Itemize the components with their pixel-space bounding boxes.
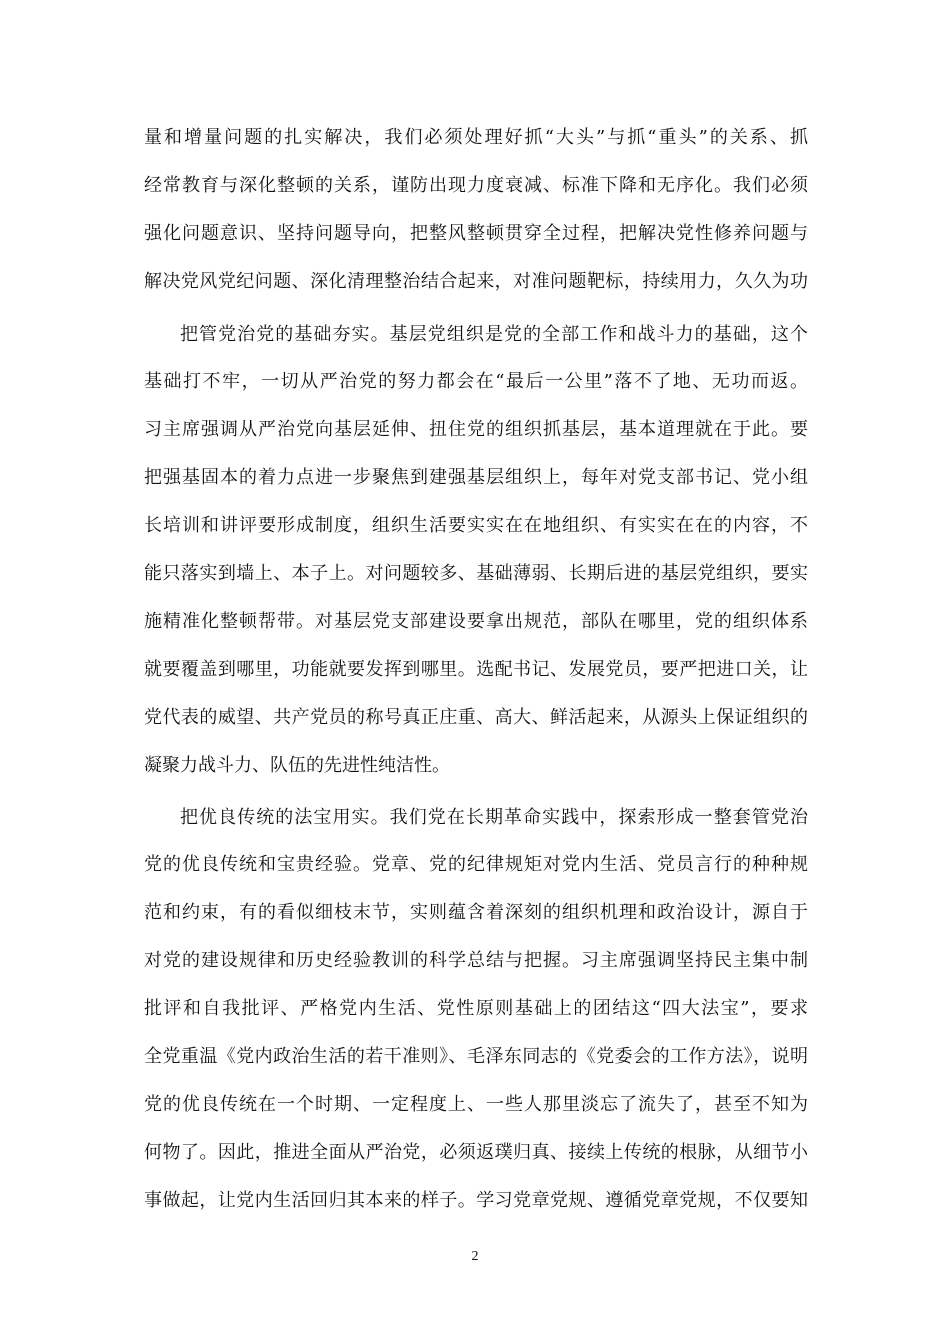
page-number: 2 (471, 1249, 479, 1264)
paragraph-1-line-3: 强化问题意识、坚持问题导向，把整风整顿贯穿全过程，把解决党性修养问题与 (144, 223, 808, 244)
paragraph-2-line-4: 把强基固本的着力点进一步聚焦到建强基层组织上，每年对党支部书记、党小组 (144, 467, 808, 488)
paragraph-2-line-9: 党代表的威望、共产党员的称号真正庄重、高大、鲜活起来，从源头上保证组织的 (144, 707, 808, 728)
paragraph-3-line-4: 对党的建设规律和历史经验教训的科学总结与把握。习主席强调坚持民主集中制 (144, 950, 808, 971)
paragraph-1-line-2: 经常教育与深化整顿的关系，谨防出现力度衰减、标准下降和无序化。我们必须 (144, 175, 808, 196)
paragraph-3-line-3: 范和约束，有的看似细枝末节，实则蕴含着深刻的组织机理和政治设计，源自于 (144, 902, 808, 923)
paragraph-3-line-7: 党的优良传统在一个时期、一定程度上、一些人那里淡忘了流失了，甚至不知为 (144, 1094, 808, 1115)
paragraph-2-line-10: 凝聚力战斗力、队伍的先进性纯洁性。 (144, 755, 450, 776)
paragraph-2-line-6: 能只落实到墙上、本子上。对问题较多、基础薄弱、长期后进的基层党组织，要实 (144, 563, 808, 584)
paragraph-2-line-2: 基础打不牢，一切从严治党的努力都会在“最后一公里”落不了地、无功而返。 (144, 371, 808, 392)
paragraph-1-line-4: 解决党风党纪问题、深化清理整治结合起来，对准问题靶标，持续用力，久久为功 (144, 271, 808, 292)
paragraph-2-line-7: 施精准化整顿帮带。对基层党支部建设要拿出规范，部队在哪里，党的组织体系 (144, 611, 808, 632)
paragraph-2-line-8: 就要覆盖到哪里，功能就要发挥到哪里。选配书记、发展党员，要严把进口关，让 (144, 659, 808, 680)
paragraph-3-line-8: 何物了。因此，推进全面从严治党，必须返璞归真、接续上传统的根脉，从细节小 (144, 1142, 808, 1163)
paragraph-2-line-1: 把管党治党的基础夯实。基层党组织是党的全部工作和战斗力的基础，这个 (180, 324, 808, 345)
paragraph-3-line-9: 事做起，让党内生活回归其本来的样子。学习党章党规、遵循党章党规，不仅要知 (144, 1190, 808, 1211)
paragraph-1-line-1: 量和增量问题的扎实解决，我们必须处理好抓“大头”与抓“重头”的关系、抓 (144, 127, 808, 148)
paragraph-3-line-6: 全党重温《党内政治生活的若干准则》、毛泽东同志的《党委会的工作方法》，说明 (144, 1046, 808, 1067)
paragraph-3-line-2: 党的优良传统和宝贵经验。党章、党的纪律规矩对党内生活、党员言行的种种规 (144, 854, 808, 875)
paragraph-3-line-1: 把优良传统的法宝用实。我们党在长期革命实践中，探索形成一整套管党治 (180, 807, 808, 828)
paragraph-3-line-5: 批评和自我批评、严格党内生活、党性原则基础上的团结这“四大法宝”，要求 (144, 998, 808, 1019)
paragraph-2-line-3: 习主席强调从严治党向基层延伸、扭住党的组织抓基层，基本道理就在于此。要 (144, 419, 808, 440)
paragraph-2-line-5: 长培训和讲评要形成制度，组织生活要实实在在地组织、有实实在在的内容，不 (144, 515, 808, 536)
